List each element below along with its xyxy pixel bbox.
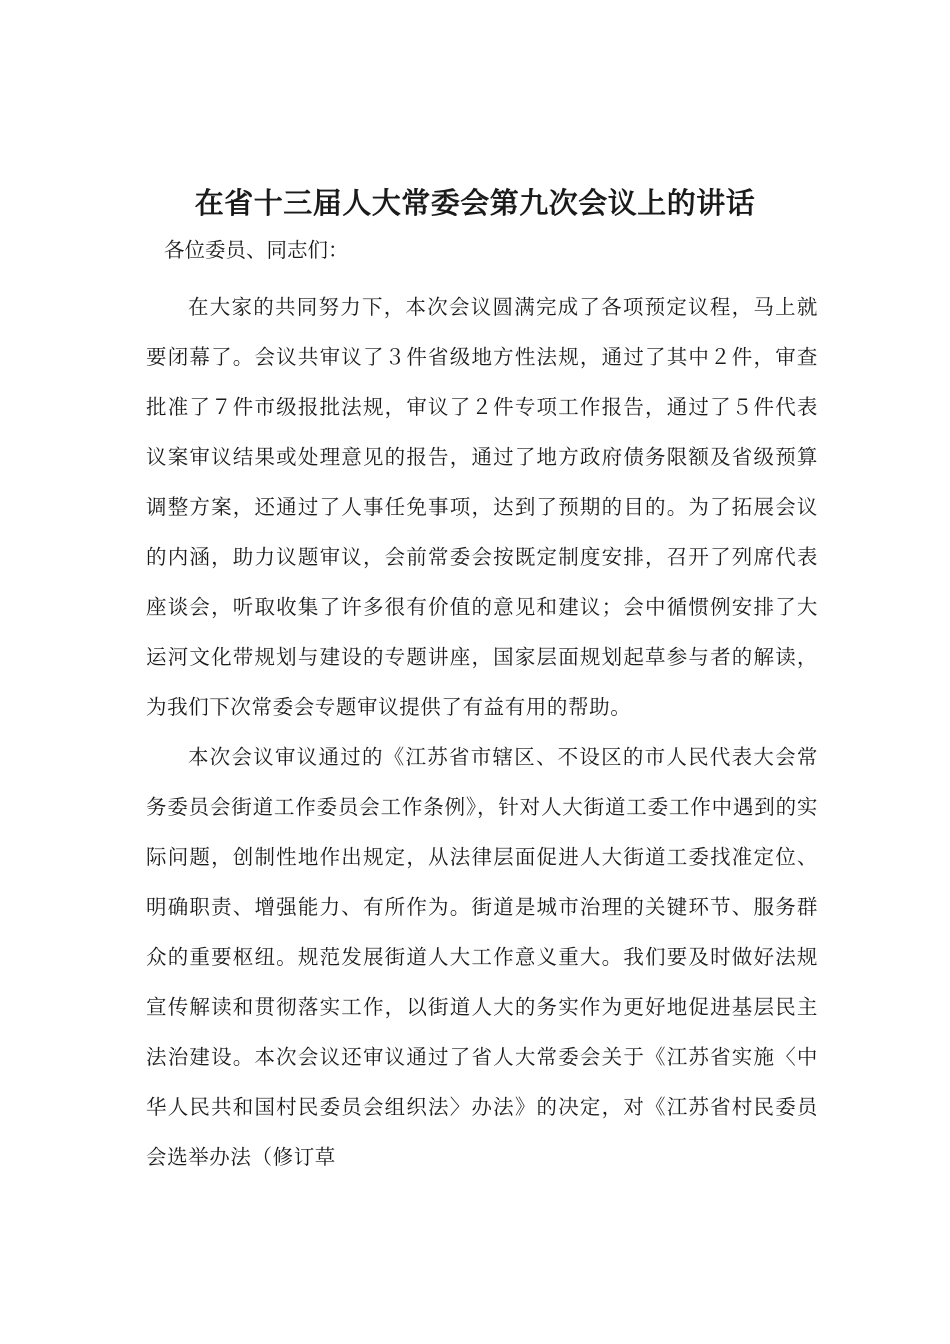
paragraph: 在大家的共同努力下，本次会议圆满完成了各项预定议程，马上就要闭幕了。会议共审议了３件省级地方性法规，通过了其中２件，审查批准了７件市级报批法规，审议了２件专项工作报告，通过了５件代表议案审议结果或处理意见的报告，通过了地方政府债务限额及省级预算调整方案，还通过了人事任免事项，达到了预期的目的。为了拓展会议的内涵，助力议题审议，会前常委会按既定制度安排，召开了列席代表座谈会，听取收集了许多很有价值的意见和建议；会中循惯例安排了大运河文化带规划与建设的专题讲座，国家层面规划起草参与者的解读，为我们下次常委会专题审议提供了有益有用的帮助。 <box>146 295 818 719</box>
salutation: 各位委员、同志们： <box>164 238 349 262</box>
document-body <box>146 232 818 1182</box>
paragraph: 本次会议审议通过的《江苏省市辖区、不设区的市人民代表大会常务委员会街道工作委员会工作条例》，针对人大街道工委工作中遇到的实际问题，创制性地作出规定，从法律层面促进人大街道工委找准定位、明确职责、增强能力、有所作为。街道是城市治理的关键环节、服务群众的重要枢纽。规范发展街道人大工作意义重大。我们要及时做好法规宣传解读和贯彻落实工作，以街道人大的务实作为更好地促进基层民主法治建设。本次会议还审议通过了省人大常委会关于《江苏省实施〈中华人民共和国村民委员会组织法〉办法》的决定，对《江苏省村民委员会选举办法（修订草 <box>146 745 818 1169</box>
document-title: 在省十三届人大常委会第九次会议上的讲话 <box>194 186 756 220</box>
